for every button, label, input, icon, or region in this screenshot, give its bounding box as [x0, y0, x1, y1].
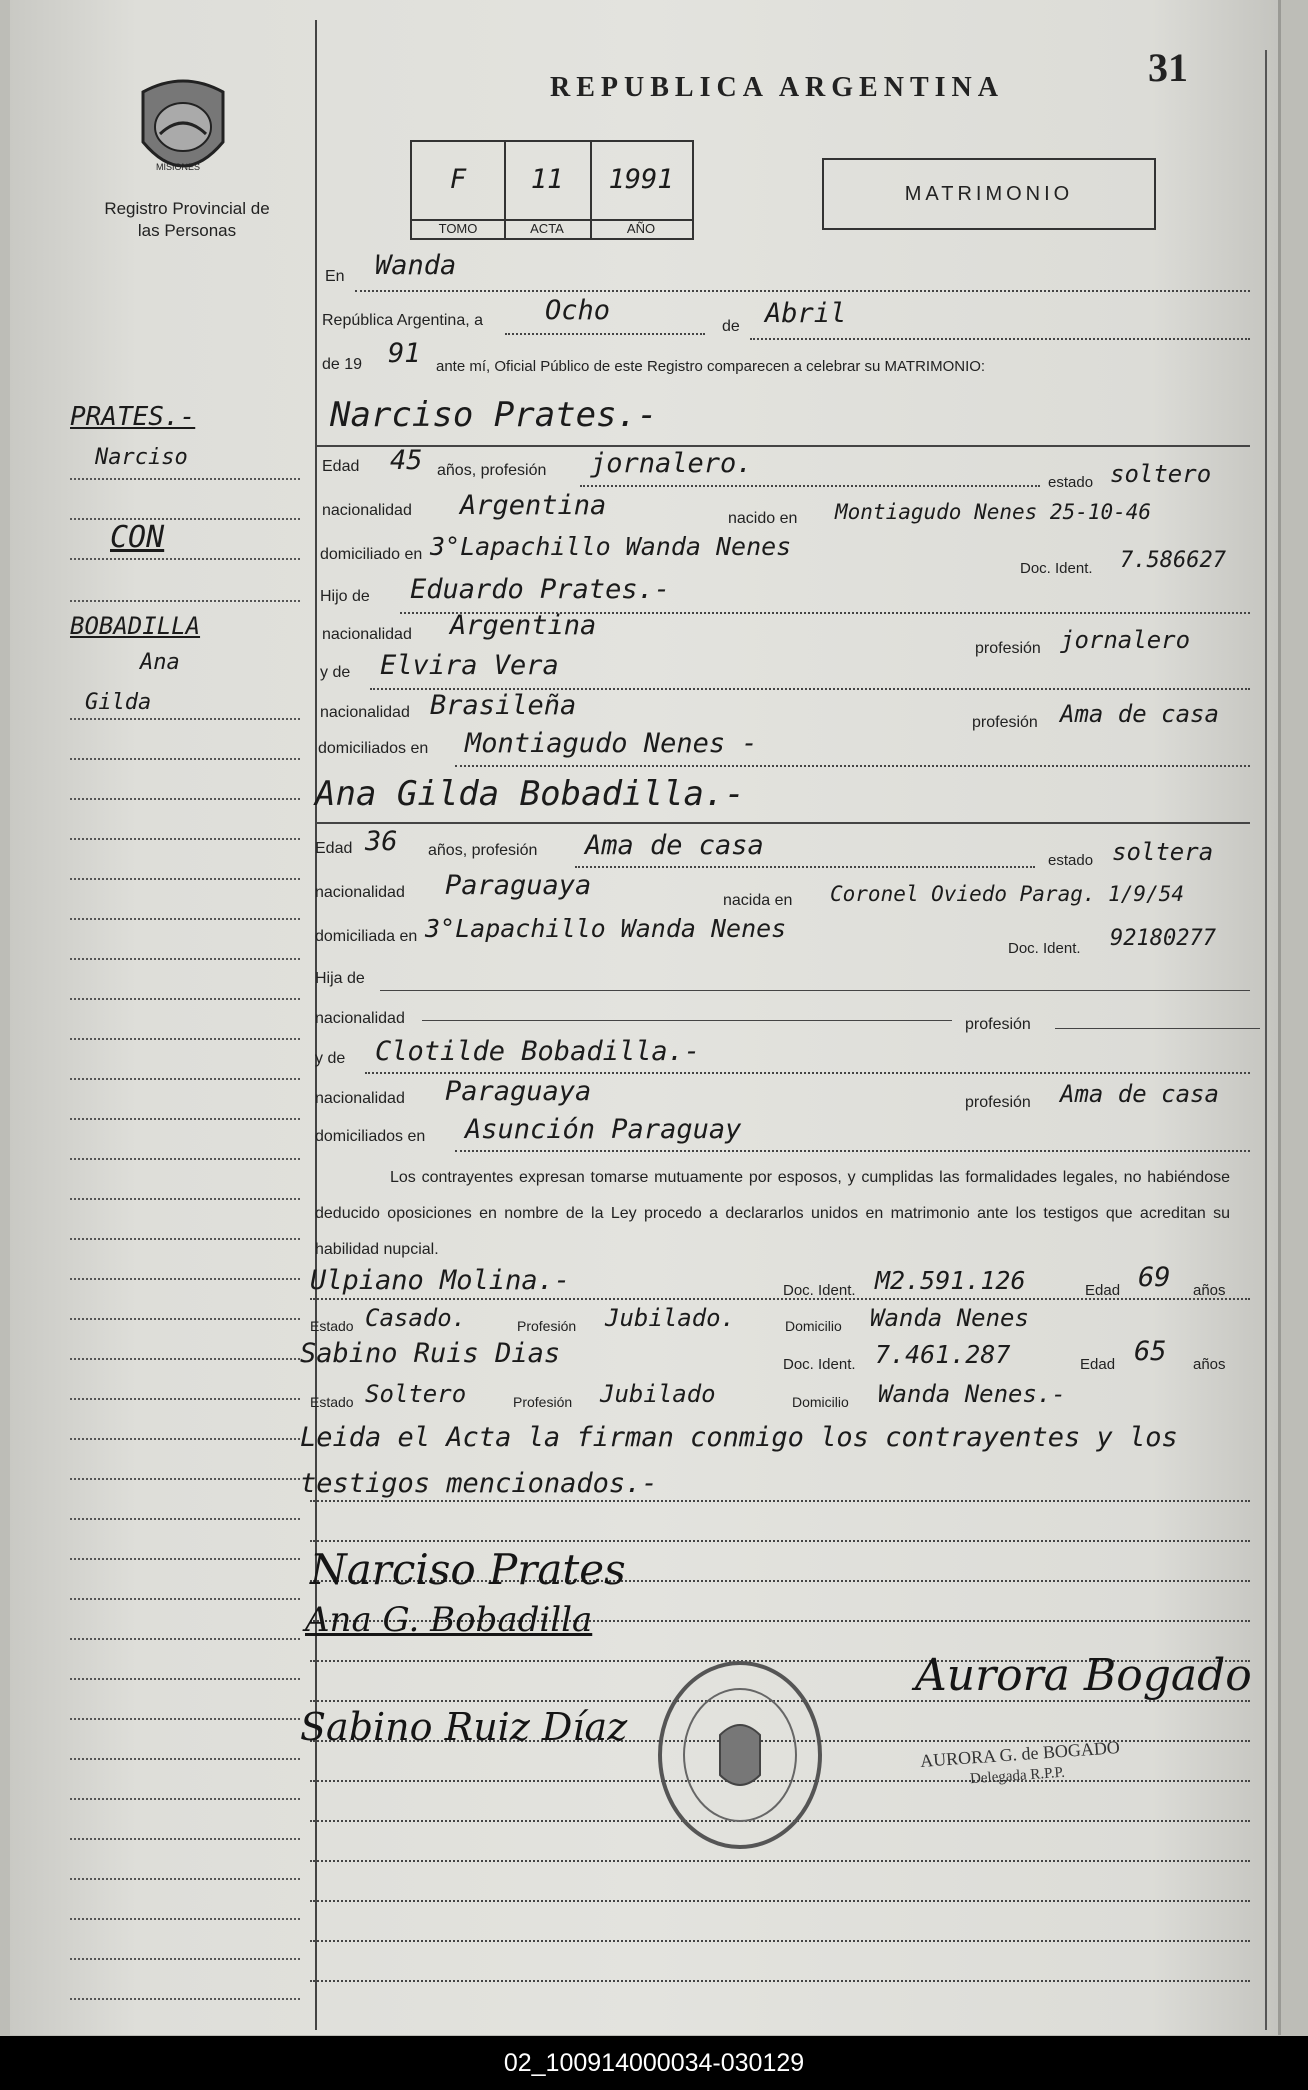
label-hijo-de: Hijo de — [320, 588, 370, 605]
label-nacionalidad: nacionalidad — [315, 884, 405, 901]
margin-rule — [70, 718, 300, 720]
father-nationality: Argentina — [450, 610, 597, 641]
margin-rule — [70, 1318, 300, 1320]
father-name: Eduardo Prates.- — [410, 574, 671, 605]
month-value: Abril — [765, 298, 847, 329]
label-doc-ident-w: Doc. Ident. — [783, 1282, 856, 1299]
fill-line — [310, 1900, 1250, 1902]
witness-2-status: Soltero — [365, 1380, 467, 1408]
seal-text: MISIONES — [156, 162, 201, 172]
witness-1-domicile: Wanda Nenes — [870, 1304, 1029, 1332]
margin-rule — [70, 918, 300, 920]
witness-1-doc: M2.591.126 — [875, 1266, 1026, 1295]
margin-rule — [70, 1678, 300, 1680]
groom-domicile: 3°Lapachillo Wanda Nenes — [430, 532, 792, 561]
label-profesion-w: Profesión — [517, 1318, 577, 1334]
officer-stamp-title: Delegada R.P.P. — [969, 1764, 1066, 1788]
label-doc-ident: Doc. Ident. — [1008, 940, 1081, 957]
mother-name: Elvira Vera — [380, 650, 559, 681]
margin-rule — [70, 1238, 300, 1240]
label-anos: años — [1193, 1356, 1226, 1373]
label-estado-w: Estado — [310, 1394, 354, 1410]
registry-name: Registro Provincial de las Personas — [104, 199, 270, 240]
fill-line — [310, 1540, 1250, 1542]
label-edad: Edad — [315, 840, 353, 857]
label-edad: Edad — [322, 458, 360, 475]
mother-nationality: Brasileña — [430, 690, 577, 721]
label-profesion-w: Profesión — [513, 1394, 573, 1410]
groom-parents-domicile: Montiagudo Nenes - — [465, 728, 758, 759]
bride-status: soltera — [1112, 838, 1214, 866]
fill-line — [355, 290, 1250, 292]
closing-text: Leida el Acta la firman conmigo los contrayentes y los testigos mencionados.- — [300, 1422, 1178, 1499]
father-profession: jornalero — [1060, 626, 1191, 654]
margin-connector: CON — [110, 520, 165, 555]
label-domiciliados-en: domiciliados en — [318, 740, 429, 757]
groom-age: 45 — [390, 445, 423, 476]
country-title: REPUBLICA ARGENTINA — [550, 72, 1004, 103]
tomo-value: F — [449, 164, 467, 195]
ano-value: 1991 — [608, 164, 674, 195]
margin-rule — [70, 1518, 300, 1520]
margin-rule — [70, 1158, 300, 1160]
margin-rule — [70, 1278, 300, 1280]
margin-rule — [70, 518, 300, 520]
label-nacida-en: nacida en — [723, 892, 793, 909]
fill-line — [310, 1298, 1250, 1300]
label-hija-de: Hija de — [315, 970, 365, 987]
margin-rule — [70, 1438, 300, 1440]
label-profesion: profesión — [965, 1016, 1031, 1033]
bride-birth: Coronel Oviedo Parag. 1/9/54 — [830, 882, 1185, 906]
right-border — [1265, 50, 1267, 2030]
page-number: 31 — [1148, 45, 1188, 90]
bride-domicile: 3°Lapachillo Wanda Nenes — [425, 914, 787, 943]
bride-doc: 92180277 — [1110, 926, 1216, 951]
bride-nationality: Paraguaya — [445, 870, 592, 901]
label-domiciliada-en: domiciliada en — [315, 928, 418, 945]
groom-nationality: Argentina — [460, 490, 607, 521]
fill-line — [580, 485, 1040, 487]
label-profesion: profesión — [972, 714, 1038, 731]
margin-rule — [70, 1198, 300, 1200]
label-profesion: profesión — [975, 640, 1041, 657]
fill-line — [575, 866, 1035, 868]
margin-rule — [70, 1838, 300, 1840]
document-page — [10, 0, 1281, 2035]
label-de-19: de 19 — [322, 356, 363, 373]
margin-rule — [70, 1998, 300, 2000]
day-value: Ocho — [545, 295, 611, 326]
witness-2-doc: 7.461.287 — [875, 1340, 1011, 1369]
label-ante-mi: ante mí, Oficial Público de este Registro comparecen a celebrar su MATRIMONIO: — [436, 358, 986, 375]
image-code-bar: 02_100914000034-030129 — [0, 2036, 1308, 2090]
margin-rule — [70, 1478, 300, 1480]
fill-line — [422, 1020, 952, 1021]
label-de: de — [722, 318, 740, 335]
fill-line — [455, 765, 1250, 767]
groom-name: Narciso Prates.- — [330, 395, 658, 435]
label-en: En — [325, 268, 345, 285]
margin-rule — [70, 1078, 300, 1080]
label-estado: estado — [1048, 852, 1094, 869]
label-estado: estado — [1048, 474, 1094, 491]
label-edad-w: Edad — [1080, 1356, 1116, 1373]
margin-rule — [70, 1118, 300, 1120]
margin-rule — [70, 1958, 300, 1960]
section-rule — [315, 445, 1250, 447]
margin-rule — [70, 1878, 300, 1880]
margin-rule — [70, 1398, 300, 1400]
bride-profession: Ama de casa — [585, 830, 764, 861]
act-type-box: MATRIMONIO — [822, 158, 1156, 230]
officer-stamp-name: AURORA G. de BOGADO — [919, 1737, 1121, 1771]
bride-mother-nationality: Paraguaya — [445, 1076, 592, 1107]
acta-label: ACTA — [504, 219, 590, 236]
label-domiciliado-en: domiciliado en — [320, 546, 423, 563]
label-edad-w: Edad — [1085, 1282, 1121, 1299]
signature-witness: Sabino Ruiz Díaz — [300, 1705, 628, 1749]
label-profesion: profesión — [965, 1094, 1031, 1111]
margin-rule — [70, 1638, 300, 1640]
year-suffix: 91 — [388, 338, 421, 369]
margin-rule — [70, 1558, 300, 1560]
label-nacionalidad: nacionalidad — [320, 704, 410, 721]
margin-rule — [70, 798, 300, 800]
label-domicilio: Domicilio — [792, 1394, 849, 1410]
label-nacionalidad: nacionalidad — [315, 1090, 405, 1107]
margin-rule — [70, 1758, 300, 1760]
declaration-text: Los contrayentes expresan tomarse mutuamente por esposos, y cumplidas las formalidades legales, no habiéndose deducido oposiciones en nombre de la Ley procedo a declararlos unidos en matrimonio ante los testigos que acreditan su habilidad nupcial. — [315, 1169, 1230, 1258]
section-rule — [315, 822, 1250, 824]
margin-rule — [70, 1798, 300, 1800]
margin-rule — [70, 1918, 300, 1920]
margin-given-1: Narciso — [95, 445, 188, 470]
label-doc-ident-w: Doc. Ident. — [783, 1356, 856, 1373]
bride-mother-profession: Ama de casa — [1060, 1080, 1219, 1108]
label-domiciliados-en: domiciliados en — [315, 1128, 426, 1145]
label-nacido-en: nacido en — [728, 510, 798, 527]
label-nacionalidad: nacionalidad — [322, 626, 412, 643]
signature-officer: Aurora Bogado — [915, 1650, 1252, 1701]
witness-1-name: Ulpiano Molina.- — [310, 1265, 571, 1296]
label-doc-ident: Doc. Ident. — [1020, 560, 1093, 577]
bride-mother-name: Clotilde Bobadilla.- — [375, 1036, 701, 1067]
margin-rule — [70, 838, 300, 840]
groom-doc: 7.586627 — [1120, 548, 1226, 573]
label-estado-w: Estado — [310, 1318, 354, 1334]
fill-line — [1055, 1028, 1260, 1029]
label-nacionalidad: nacionalidad — [322, 502, 412, 519]
witness-1-age: 69 — [1138, 1262, 1171, 1293]
ano-label: AÑO — [590, 219, 692, 236]
bride-name: Ana Gilda Bobadilla.- — [315, 774, 745, 814]
fill-line — [310, 1980, 1250, 1982]
fill-line — [365, 1072, 1250, 1074]
signature-groom: Narciso Prates — [310, 1545, 626, 1594]
margin-given-2b: Gilda — [85, 690, 152, 715]
witness-2-age: 65 — [1134, 1336, 1167, 1367]
margin-rule — [70, 998, 300, 1000]
margin-rule — [70, 1038, 300, 1040]
label-republica: República Argentina, a — [322, 312, 483, 329]
margin-rule — [70, 1358, 300, 1360]
label-anios-profesion: años, profesión — [428, 842, 538, 859]
groom-status: soltero — [1110, 460, 1212, 488]
acta-value: 11 — [530, 164, 564, 195]
fill-line — [310, 1860, 1250, 1862]
margin-rule — [70, 1598, 300, 1600]
margin-rule — [70, 478, 300, 480]
label-anos: años — [1193, 1282, 1226, 1299]
groom-birth: Montiagudo Nenes 25-10-46 — [835, 500, 1152, 524]
mother-profession: Ama de casa — [1060, 700, 1219, 728]
fill-line — [310, 1940, 1250, 1942]
margin-rule — [70, 958, 300, 960]
label-nacionalidad: nacionalidad — [315, 1010, 405, 1027]
label-domicilio: Domicilio — [785, 1318, 842, 1334]
bride-parents-domicile: Asunción Paraguay — [465, 1114, 742, 1145]
fill-line — [455, 1150, 1250, 1152]
bride-age: 36 — [365, 826, 398, 857]
margin-surname-2: BOBADILLA — [70, 612, 201, 640]
label-anios-profesion: años, profesión — [437, 462, 547, 479]
witness-2-domicile: Wanda Nenes.- — [878, 1380, 1066, 1408]
margin-rule — [70, 758, 300, 760]
fill-line — [750, 338, 1250, 340]
witness-2-profession: Jubilado — [600, 1380, 716, 1408]
label-y-de: y de — [315, 1050, 346, 1067]
margin-surname-1: PRATES.- — [70, 402, 196, 432]
place-value: Wanda — [375, 250, 457, 281]
fill-line — [380, 990, 1250, 991]
witness-1-profession: Jubilado. — [605, 1304, 736, 1332]
fill-line — [505, 333, 705, 335]
margin-given-2a: Ana — [140, 650, 180, 675]
margin-rule — [70, 600, 300, 602]
margin-rule — [70, 878, 300, 880]
witness-2-name: Sabino Ruis Dias — [300, 1338, 561, 1369]
margin-rule — [70, 1718, 300, 1720]
official-round-stamp-icon — [650, 1655, 830, 1855]
record-reference-box — [410, 140, 694, 240]
signature-bride: Ana G. Bobadilla — [305, 1600, 593, 1640]
margin-rule — [70, 558, 300, 560]
witness-1-status: Casado. — [365, 1304, 467, 1332]
label-y-de: y de — [320, 664, 351, 681]
tomo-label: TOMO — [412, 219, 504, 236]
groom-profession: jornalero. — [590, 448, 753, 479]
fill-line — [310, 1500, 1250, 1502]
